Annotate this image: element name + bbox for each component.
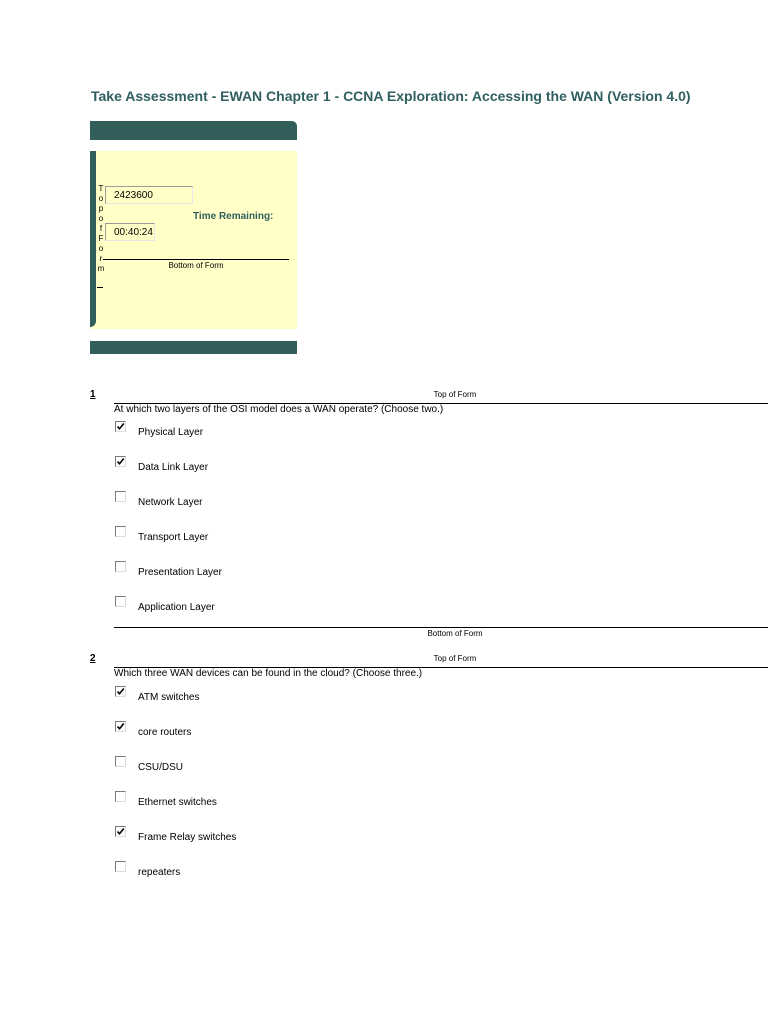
answer-checkbox[interactable] [115, 491, 126, 502]
vertical-label-underline [97, 287, 103, 288]
answer-label: Data Link Layer [138, 462, 209, 473]
question-text: At which two layers of the OSI model does a WAN operate? (Choose two.) [114, 404, 444, 415]
checkmark-icon [116, 722, 125, 731]
answer-option[interactable] [114, 602, 414, 618]
vertical-letter: m [97, 264, 105, 273]
top-of-form-label: Top of Form [433, 654, 477, 663]
answer-label: ATM switches [138, 692, 200, 703]
answer-option[interactable] [114, 567, 414, 583]
answer-checkbox[interactable] [115, 721, 126, 732]
answer-checkbox[interactable] [115, 526, 126, 537]
answer-option[interactable] [114, 867, 414, 883]
answer-label: Ethernet switches [138, 797, 217, 808]
answer-option[interactable] [114, 762, 414, 778]
question-number[interactable]: 1 [90, 389, 96, 400]
vertical-letter: r [99, 254, 103, 263]
answer-label: Physical Layer [138, 427, 204, 438]
answer-option[interactable] [114, 427, 414, 443]
answer-checkbox[interactable] [115, 756, 126, 767]
answer-checkbox[interactable] [115, 596, 126, 607]
panel-divider [103, 259, 289, 260]
answer-checkbox[interactable] [115, 561, 126, 572]
answer-checkbox[interactable] [115, 826, 126, 837]
answer-label: CSU/DSU [138, 762, 184, 773]
answer-option[interactable] [114, 462, 414, 478]
answer-checkbox[interactable] [115, 861, 126, 872]
panel-bottom-of-form-label: Bottom of Form [168, 261, 224, 270]
vertical-letter: o [98, 214, 104, 223]
checkmark-icon [116, 687, 125, 696]
question-text: Which three WAN devices can be found in the cloud? (Choose three.) [114, 668, 423, 679]
answer-option[interactable] [114, 832, 414, 848]
panel-top-bar [90, 121, 297, 140]
assessment-id-field[interactable]: 2423600 [105, 186, 193, 204]
answer-label: Frame Relay switches [138, 832, 237, 843]
answer-label: Transport Layer [138, 532, 209, 543]
answer-option[interactable] [114, 727, 414, 743]
answer-label: core routers [138, 727, 192, 738]
vertical-letter: T [98, 184, 104, 193]
answer-label: Network Layer [138, 497, 203, 508]
answer-checkbox[interactable] [115, 791, 126, 802]
answer-option[interactable] [114, 692, 414, 708]
vertical-letter: o [98, 244, 104, 253]
vertical-letter: f [99, 224, 103, 233]
checkmark-icon [116, 422, 125, 431]
checkmark-icon [116, 827, 125, 836]
vertical-letter: F [98, 234, 104, 243]
form-divider [114, 627, 768, 628]
answer-checkbox[interactable] [115, 421, 126, 432]
answer-option[interactable] [114, 532, 414, 548]
answer-label: Presentation Layer [138, 567, 222, 578]
answer-label: repeaters [138, 867, 181, 878]
panel-bottom-bar [90, 341, 297, 354]
answer-label: Application Layer [138, 602, 215, 613]
answer-checkbox[interactable] [115, 686, 126, 697]
time-remaining-field[interactable]: 00:40:24 [105, 223, 155, 241]
vertical-letter: o [98, 194, 104, 203]
time-remaining-label: Time Remaining: [193, 211, 274, 222]
answer-option[interactable] [114, 797, 414, 813]
question-number[interactable]: 2 [90, 653, 96, 664]
top-of-form-label: Top of Form [433, 390, 477, 399]
checkmark-icon [116, 457, 125, 466]
vertical-letter: p [98, 204, 104, 213]
answer-option[interactable] [114, 497, 414, 513]
page-title: Take Assessment - EWAN Chapter 1 - CCNA Exploration: Accessing the WAN (Version 4.0) [91, 88, 691, 104]
bottom-of-form-label: Bottom of Form [427, 629, 483, 638]
panel-left-edge [90, 151, 96, 327]
answer-checkbox[interactable] [115, 456, 126, 467]
